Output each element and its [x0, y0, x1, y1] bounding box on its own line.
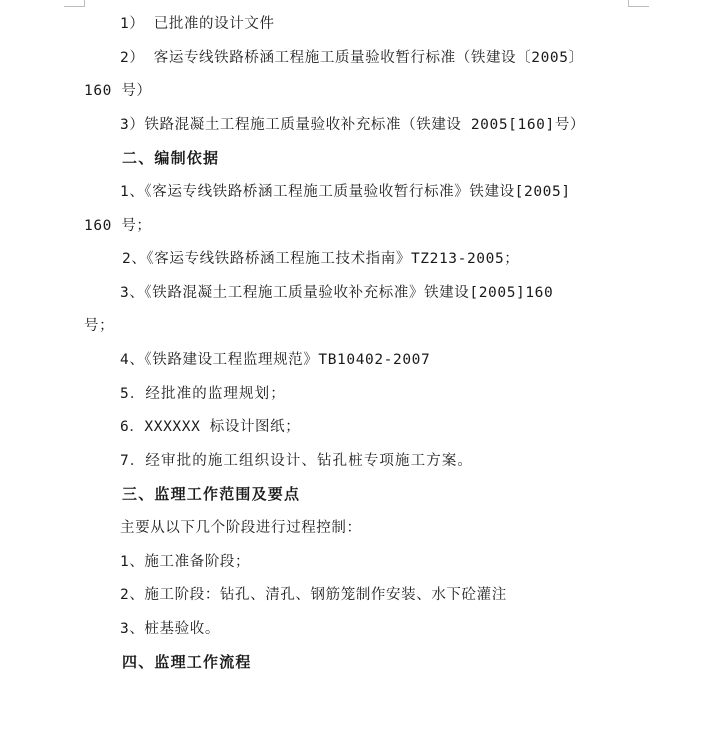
- basis-item-3: 3、《铁路混凝土工程施工质量验收补充标准》铁建设[2005]160: [120, 284, 554, 301]
- basis-item-6: 6．XXXXXX 标设计图纸；: [120, 419, 301, 436]
- page-corner-mark-right: [628, 0, 649, 7]
- basis-item-3-continued: 号；: [84, 318, 115, 335]
- scope-intro: 主要从以下几个阶段进行过程控制：: [120, 519, 362, 536]
- section-heading-scope: 三、监理工作范围及要点: [122, 485, 301, 504]
- basis-item-7: 7．经审批的施工组织设计、钻孔桩专项施工方案。: [120, 452, 474, 469]
- list-item-approved-design: 1） 已批准的设计文件: [120, 16, 275, 32]
- basis-item-1-continued: 160 号；: [84, 217, 152, 234]
- list-item-concrete-standard: 3）铁路混凝土工程施工质量验收补充标准（铁建设 2005[160]号）: [120, 116, 586, 133]
- section-heading-workflow: 四、监理工作流程: [122, 653, 252, 672]
- basis-item-4: 4、《铁路建设工程监理规范》TB10402-2007: [120, 351, 431, 368]
- list-item-bridge-standard-continued: 160 号）: [84, 83, 152, 100]
- scope-item-3: 3、桩基验收。: [120, 620, 220, 637]
- basis-item-2: 2、《客运专线铁路桥涵工程施工技术指南》TZ213-2005；: [122, 251, 520, 268]
- list-item-bridge-standard: 2） 客运专线铁路桥涵工程施工质量验收暂行标准（铁建设〔2005〕: [120, 49, 584, 66]
- document-body: [84, 8, 632, 680]
- scope-item-1: 1、施工准备阶段；: [120, 553, 251, 570]
- section-heading-basis: 二、编制依据: [122, 149, 220, 168]
- basis-item-5: 5．经批准的监理规划；: [120, 385, 286, 402]
- basis-item-1: 1、《客运专线铁路桥涵工程施工质量验收暂行标准》铁建设[2005]: [120, 183, 571, 200]
- page-corner-mark-left: [64, 0, 85, 7]
- scope-item-2: 2、施工阶段：钻孔、清孔、钢筋笼制作安装、水下砼灌注: [120, 587, 507, 604]
